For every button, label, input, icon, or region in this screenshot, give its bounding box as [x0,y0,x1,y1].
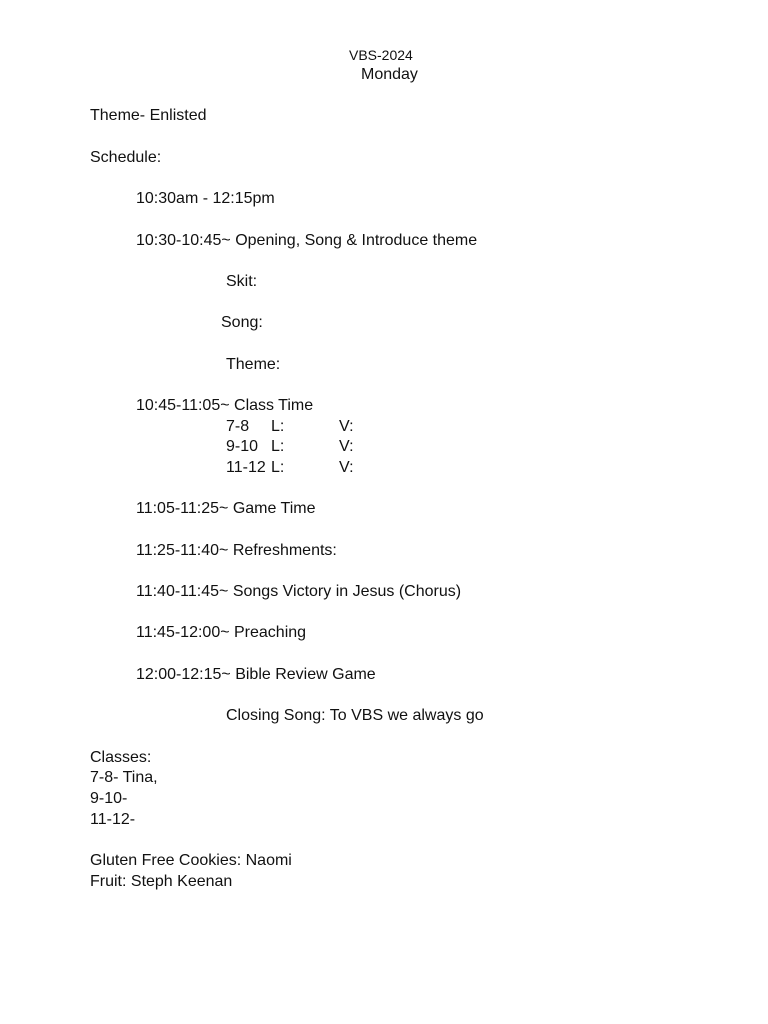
document-title: VBS-2024 [349,47,413,63]
class-group-lesson: L: [271,459,285,476]
theme-line: Theme- Enlisted [90,107,207,124]
schedule-preaching: 11:45-12:00~ Preaching [136,624,307,641]
schedule-refreshments: 11:25-11:40~ Refreshments: [136,542,337,559]
schedule-songs: 11:40-11:45~ Songs Victory in Jesus (Chorus) [136,583,462,600]
class-assignment: 11-12- [90,811,136,828]
class-assignment: 7-8- Tina, [90,769,158,786]
class-group-verse: V: [339,418,354,435]
classes-heading: Classes: [90,749,152,766]
day-heading: Monday [361,66,418,83]
schedule-song: Song: [221,314,263,331]
class-group-age: 11-12 [226,459,266,476]
food-cookies: Gluten Free Cookies: Naomi [90,852,292,869]
class-group-lesson: L: [271,418,285,435]
food-fruit: Fruit: Steph Keenan [90,873,233,890]
schedule-opening: 10:30-10:45~ Opening, Song & Introduce theme [136,232,478,249]
class-group-age: 9-10 [226,438,259,455]
schedule-game-time: 11:05-11:25~ Game Time [136,500,316,517]
schedule-bible-review: 12:00-12:15~ Bible Review Game [136,666,376,683]
class-group-verse: V: [339,438,354,455]
schedule-class-time: 10:45-11:05~ Class Time [136,397,314,414]
class-assignment: 9-10- [90,790,128,807]
class-group-lesson: L: [271,438,285,455]
schedule-heading: Schedule: [90,149,162,166]
schedule-time-range: 10:30am - 12:15pm [136,190,275,207]
schedule-closing-song: Closing Song: To VBS we always go [226,707,484,724]
class-group-verse: V: [339,459,354,476]
schedule-skit: Skit: [226,273,258,290]
schedule-theme: Theme: [226,356,281,373]
class-group-age: 7-8 [226,418,250,435]
